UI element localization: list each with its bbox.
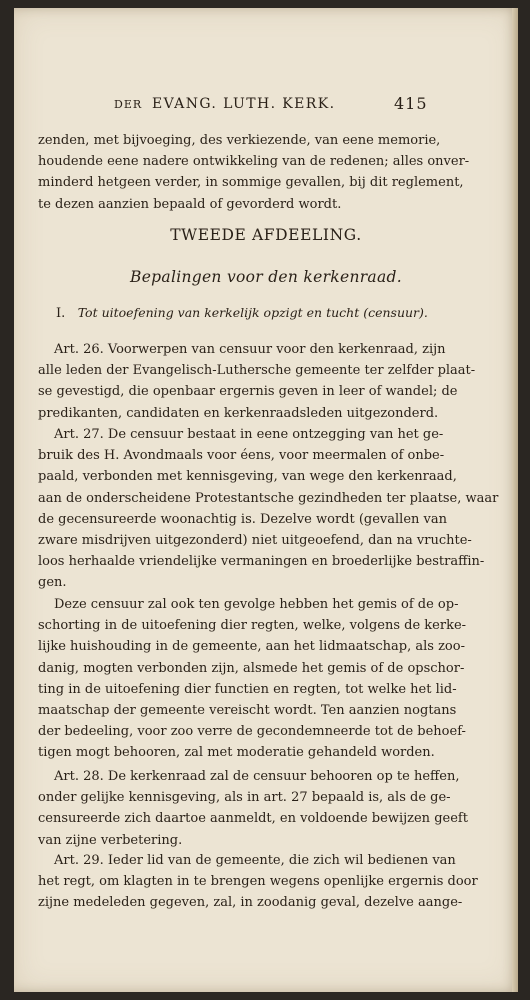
page-number: 415	[394, 94, 428, 113]
text-line: te dezen aanzien bepaald of gevorderd wordt.	[38, 196, 342, 212]
text-line: Art. 29. Ieder lid van de gemeente, die zich wil bedienen van	[54, 853, 456, 868]
text-line: Deze censuur zal ook ten gevolge hebben het gemis of de op-	[54, 597, 459, 612]
article-29	[38, 850, 478, 914]
text-line: zijne medeleden gegeven, zal, in zoodanig geval, dezelve aange-	[38, 895, 463, 911]
text-line: paald, verbonden met kennisgeving, van wege den kerkenraad,	[38, 469, 457, 485]
text-line: der bedeeling, voor zoo verre de gecondemneerde tot de behoef-	[38, 724, 466, 740]
text-line: censureerde zich daartoe aanmeldt, en voldoende bewijzen geeft	[38, 811, 468, 827]
text-line: aan de onderscheidene Protestantsche gezindheden ter plaatse, waar	[38, 490, 499, 506]
text-line: bruik des H. Avondmaals voor éens, voor meermalen of onbe-	[38, 448, 445, 464]
intro-paragraph	[38, 130, 470, 215]
text-line: schorting in de uitoefening dier regten, welke, volgens de kerke-	[38, 618, 467, 634]
text-line: Art. 26. Voorwerpen van censuur voor den kerkenraad, zijn	[54, 342, 446, 357]
text-line: onder gelijke kennisgeving, als in art. 27 bepaald is, als de ge-	[38, 790, 451, 806]
text-line: predikanten, candidaten en kerkenraadsleden uitgezonderd.	[38, 405, 439, 421]
article-27-continued	[38, 594, 467, 764]
text-line: alle leden der Evangelisch-Luthersche gemeente ter zelfder plaat-	[38, 363, 476, 379]
section-subtitle: Bepalingen voor den kerkenraad.	[130, 268, 402, 286]
text-line: danig, mogten verbonden zijn, alsmede het gemis of de opschor-	[38, 660, 465, 676]
text-line: tigen mogt behooren, zal met moderatie gehandeld worden.	[38, 745, 435, 761]
part-heading	[56, 305, 428, 321]
text-line: het regt, om klagten in te brengen wegens openlijke ergernis door	[38, 874, 478, 890]
text-line: loos herhaalde vriendelijke vermaningen en broederlijke bestraffin-	[38, 554, 485, 570]
page-edge	[512, 8, 518, 992]
text-line: lijke huishouding in de gemeente, aan het lidmaatschap, als zoo-	[38, 639, 465, 655]
text-line: van zijne verbetering.	[38, 832, 183, 848]
text-line: se gevestigd, die openbaar ergernis geven in leer of wandel; de	[38, 384, 458, 400]
text-line: gen.	[38, 575, 67, 591]
running-head-prefix: DER	[114, 98, 143, 111]
text-line: minderd hetgeen verder, in sommige gevallen, bij dit reglement,	[38, 175, 464, 191]
article-28	[38, 766, 468, 851]
book-page	[14, 8, 518, 992]
text-line: ting in de uitoefening dier functien en regten, tot welke het lid-	[38, 681, 457, 697]
text-line: de gecensureerde woonachtig is. Dezelve wordt (gevallen van	[38, 511, 447, 527]
text-line: zware misdrijven uitgezonderd) niet uitgeoefend, dan na vruchte-	[38, 533, 472, 549]
part-title: Tot uitoefening van kerkelijk opzigt en tucht (censuur).	[77, 305, 428, 320]
article-26	[38, 339, 476, 424]
text-line: Art. 28. De kerkenraad zal de censuur behooren op te heffen,	[54, 769, 460, 784]
text-line: maatschap der gemeente vereischt wordt. Ten aanzien nogtans	[38, 703, 457, 719]
section-title: TWEEDE AFDEELING.	[170, 226, 362, 244]
part-number: I.	[56, 306, 66, 321]
article-27	[38, 424, 499, 594]
running-head-title: EVANG. LUTH. KERK.	[152, 96, 336, 112]
text-line: Art. 27. De censuur bestaat in eene ontzegging van het ge-	[54, 427, 444, 442]
text-line: houdende eene nadere ontwikkeling van de redenen; alles onver-	[38, 154, 470, 170]
text-line: zenden, met bijvoeging, des verkiezende, van eene memorie,	[38, 133, 441, 148]
